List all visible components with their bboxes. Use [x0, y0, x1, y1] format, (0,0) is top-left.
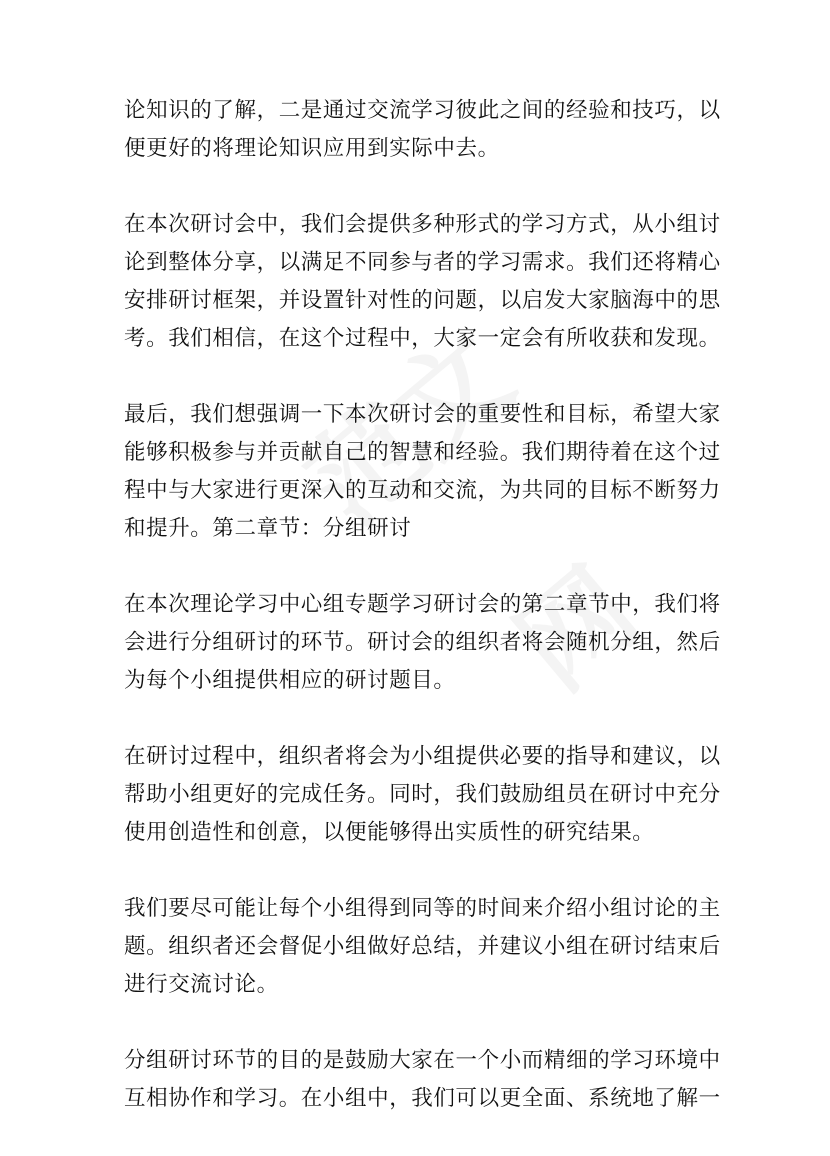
text-line: 题。组织者还会督促小组做好总结，并建议小组在研讨结束后: [124, 934, 721, 959]
text-line: 帮助小组更好的完成任务。同时，我们鼓励组员在研讨中充分: [124, 782, 721, 807]
paragraph: [124, 1042, 724, 1118]
text-line: 考。我们相信，在这个过程中，大家一定会有所收获和发现。: [124, 326, 721, 351]
paragraph: [124, 586, 724, 700]
text-line: 会进行分组研讨的环节。研讨会的组织者将会随机分组，然后: [124, 630, 721, 655]
text-line: 论知识的了解，二是通过交流学习彼此之间的经验和技巧，以: [124, 98, 721, 123]
text-line: 为每个小组提供相应的研讨题目。: [124, 668, 456, 693]
paragraph: [124, 206, 724, 358]
paragraph: [124, 396, 724, 548]
text-line: 在本次理论学习中心组专题学习研讨会的第二章节中，我们将: [124, 592, 721, 617]
text-line: 使用创造性和创意，以便能够得出实质性的研究结果。: [124, 820, 655, 845]
text-line: 程中与大家进行更深入的互动和交流，为共同的目标不断努力: [124, 478, 721, 503]
text-line: 能够积极参与并贡献自己的智慧和经验。我们期待着在这个过: [124, 440, 721, 465]
text-line: 在本次研讨会中，我们会提供多种形式的学习方式，从小组讨: [124, 212, 721, 237]
text-line: 在研讨过程中，组织者将会为小组提供必要的指导和建议，以: [124, 744, 721, 769]
paragraph: [124, 738, 724, 852]
text-line: 安排研讨框架，并设置针对性的问题，以启发大家脑海中的思: [124, 288, 721, 313]
text-line: 我们要尽可能让每个小组得到同等的时间来介绍小组讨论的主: [124, 896, 721, 921]
text-line: 最后，我们想强调一下本次研讨会的重要性和目标，希望大家: [124, 402, 721, 427]
text-line: 进行交流讨论。: [124, 972, 279, 997]
document-body: [124, 92, 724, 1156]
text-line: 分组研讨环节的目的是鼓励大家在一个小而精细的学习环境中: [124, 1048, 721, 1073]
text-line: 和提升。第二章节：分组研讨: [124, 516, 412, 541]
text-line: 论到整体分享，以满足不同参与者的学习需求。我们还将精心: [124, 250, 721, 275]
paragraph: [124, 890, 724, 1004]
text-line: 便更好的将理论知识应用到实际中去。: [124, 136, 500, 161]
text-line: 互相协作和学习。在小组中，我们可以更全面、系统地了解一: [124, 1086, 721, 1111]
paragraph: [124, 92, 724, 168]
